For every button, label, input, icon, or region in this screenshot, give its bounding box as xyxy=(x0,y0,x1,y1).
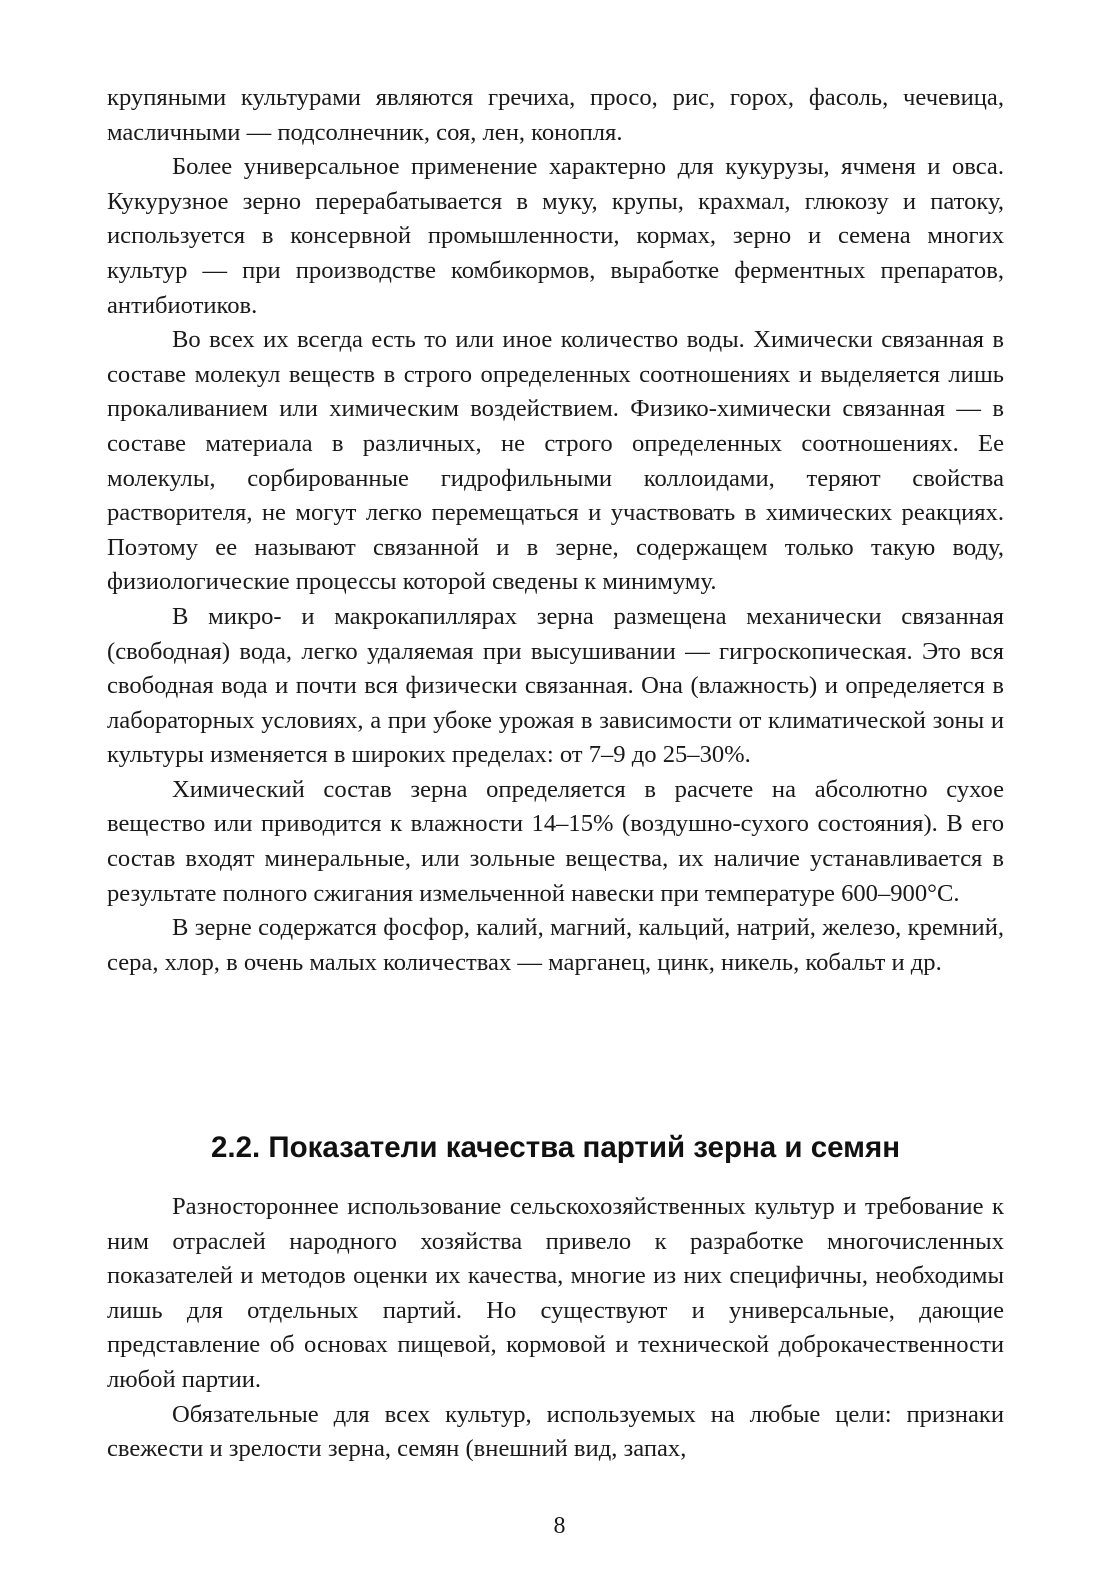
page-number: 8 xyxy=(553,1513,566,1539)
paragraph-quality-indicators: Разностороннее использование сельскохозяйственных культур и требование к ним отраслей народного хозяйства привело к разработке многочисленных показателей и методов оценки их качества, многие из них специфичны, необходимы лишь для отдельных партий. Но существуют и универсальные, дающие представление об основах пищевой, кормовой и технической доброкачественности любой партии. xyxy=(107,1193,1004,1393)
body-text-bottom xyxy=(107,1190,1004,1467)
paragraph-free-water: В микро- и макрокапиллярах зерна размещена механически связанная (свободная) вода, легко удаляемая при высушивании — гигроскопическая. Это вся свободная вода и почти вся физически связанная. Она (влажность) и определяется в лабораторных условиях, а при убоке урожая в зависимости от климатической зоны и культуры изменяется в широких пределах: от 7–9 до 25–30%. xyxy=(107,602,1004,769)
paragraph-continuation: крупяными культурами являются гречиха, просо, рис, горох, фасоль, чечевица, масличными — подсолнечник, соя, лен, конопля. xyxy=(107,84,1004,146)
paragraph-mandatory-features: Обязательные для всех культур, используемых на любые цели: признаки свежести и зрелости зерна, семян (внешний вид, запах, xyxy=(107,1400,1004,1463)
paragraph-chemical-composition: Химический состав зерна определяется в расчете на абсолютно сухое вещество или приводится к влажности 14–15% (воздушно-сухого состояния). В его состав входят минеральные, или зольные вещества, их наличие устанавливается в результате полного сжигания измельченной навески при температуре 600–900°С. xyxy=(107,775,1004,907)
paragraph-uses: Более универсальное применение характерно для кукурузы, ячменя и овса. Кукурузное зерно перерабатывается в муку, крупы, крахмал, глюкозу и патоку, используется в консервной промышленности, кормах, зерно и семена многих культур — при производстве комбикормов, выработке ферментных препаратов, антибиотиков. xyxy=(107,153,1004,319)
paragraph-water-types: Во всех их всегда есть то или иное количество воды. Химически связанная в составе молекул веществ в строго определенных соотношениях и выделяется лишь прокаливанием или химическим воздействием. Физико-химически связанная — в составе материала в различных, не строго определенных соотношениях. Ее молекулы, сорбированные гидрофильными коллоидами, теряют свойства растворителя, не могут легко перемещаться и участвовать в химических реакциях. Поэтому ее называют связанной и в зерне, содержащем только такую воду, физиологические процессы которой сведены к минимуму. xyxy=(107,326,1004,596)
paragraph-minerals: В зерне содержатся фосфор, калий, магний, кальций, натрий, железо, кремний, сера, хлор, в очень малых количествах — марганец, цинк, никель, кобальт и др. xyxy=(107,914,1004,976)
body-text-top xyxy=(107,81,1004,980)
section-heading: 2.2. Показатели качества партий зерна и семян xyxy=(210,1131,901,1164)
